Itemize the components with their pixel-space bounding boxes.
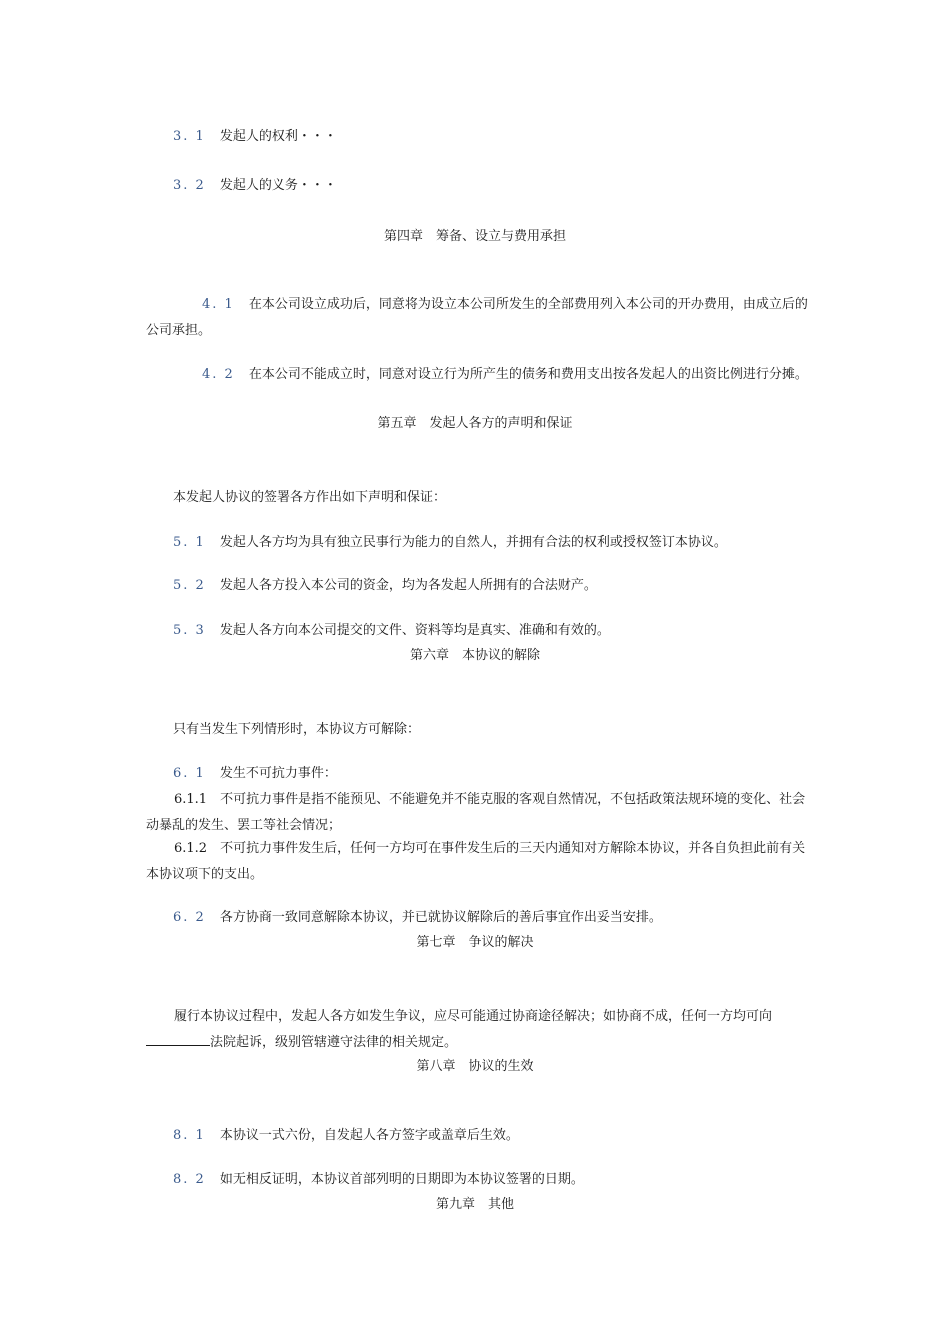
clause-text: 发起人各方向本公司提交的文件、资料等均是真实、准确和有效的。 bbox=[219, 623, 610, 638]
clause-number: 5. 1 bbox=[173, 535, 206, 550]
clause-text: 在本公司设立成功后，同意将为设立本公司所发生的全部费用列入本公司的开办费用，由成立后的公司承担。 bbox=[146, 297, 808, 338]
clause-6-1-2: 6.1.2 不可抗力事件发生后，任何一方均可在事件发生后的三天内通知对方解除本协议，并各自负担此前有关本协议项下的支出。 bbox=[146, 841, 806, 882]
clause-5-1 bbox=[173, 534, 727, 552]
clause-8-1 bbox=[173, 1127, 519, 1145]
clause-number: 3. 2 bbox=[173, 178, 206, 193]
clause-number: 5. 2 bbox=[173, 578, 206, 593]
clause-5-3 bbox=[173, 622, 610, 640]
clause-6-2 bbox=[173, 909, 662, 927]
clause-number: 5. 3 bbox=[173, 623, 206, 638]
clause-6-1-1: 6.1.1 不可抗力事件是指不能预见、不能避免并不能克服的客观自然情况，不包括政策法规环境的变化、社会动暴乱的发生、罢工等社会情况； bbox=[146, 792, 806, 833]
chapter-9-heading: 第九章 其他 bbox=[435, 1197, 514, 1212]
clause-5-2 bbox=[173, 577, 597, 595]
clause-text: 发起人各方均为具有独立民事行为能力的自然人，并拥有合法的权利或授权签订本协议。 bbox=[219, 535, 727, 550]
paragraph-text-b: 法院起诉，级别管辖遵守法律的相关规定。 bbox=[210, 1035, 458, 1050]
clause-number: 8. 1 bbox=[173, 1128, 206, 1143]
paragraph-text-a: 履行本协议过程中，发起人各方如发生争议，应尽可能通过协商途径解决；如协商不成，任何一方均可向 bbox=[174, 1009, 773, 1024]
clause-number: 4. 2 bbox=[202, 367, 235, 382]
chapter-6-heading: 第六章 本协议的解除 bbox=[409, 648, 540, 663]
chapter-5-heading: 第五章 发起人各方的声明和保证 bbox=[377, 416, 573, 431]
clause-4-1 bbox=[146, 292, 810, 344]
blank-court-name bbox=[146, 1031, 210, 1046]
clause-3-2 bbox=[173, 177, 337, 195]
clause-6-1 bbox=[173, 765, 337, 783]
clause-text: 发起人的权利・・・ bbox=[219, 129, 337, 144]
clause-number: 4. 1 bbox=[202, 297, 235, 312]
clause-number: 8. 2 bbox=[173, 1172, 206, 1187]
clause-text: 各方协商一致同意解除本协议，并已就协议解除后的善后事宜作出妥当安排。 bbox=[219, 910, 662, 925]
clause-text: 在本公司不能成立时，同意对设立行为所产生的债务和费用支出按各发起人的出资比例进行分摊。 bbox=[248, 367, 808, 382]
chapter-5-intro: 本发起人协议的签署各方作出如下声明和保证： bbox=[173, 490, 447, 505]
chapter-4-heading: 第四章 筹备、设立与费用承担 bbox=[383, 229, 566, 244]
clause-text: 发起人各方投入本公司的资金，均为各发起人所拥有的合法财产。 bbox=[219, 578, 597, 593]
clause-text: 本协议一式六份，自发起人各方签字或盖章后生效。 bbox=[219, 1128, 519, 1143]
chapter-6-intro: 只有当发生下列情形时，本协议方可解除： bbox=[173, 722, 421, 737]
clause-number: 6. 2 bbox=[173, 910, 206, 925]
chapter-8-heading: 第八章 协议的生效 bbox=[416, 1059, 534, 1074]
clause-number: 3. 1 bbox=[173, 129, 206, 144]
clause-4-2 bbox=[146, 362, 810, 388]
chapter-7-paragraph bbox=[146, 1004, 810, 1056]
clause-text: 发生不可抗力事件： bbox=[219, 766, 337, 781]
clause-text: 如无相反证明，本协议首部列明的日期即为本协议签署的日期。 bbox=[219, 1172, 584, 1187]
clause-text: 发起人的义务・・・ bbox=[219, 178, 337, 193]
chapter-7-heading: 第七章 争议的解决 bbox=[416, 935, 534, 950]
clause-8-2 bbox=[173, 1171, 584, 1189]
clause-3-1 bbox=[173, 128, 337, 146]
clause-number: 6. 1 bbox=[173, 766, 206, 781]
